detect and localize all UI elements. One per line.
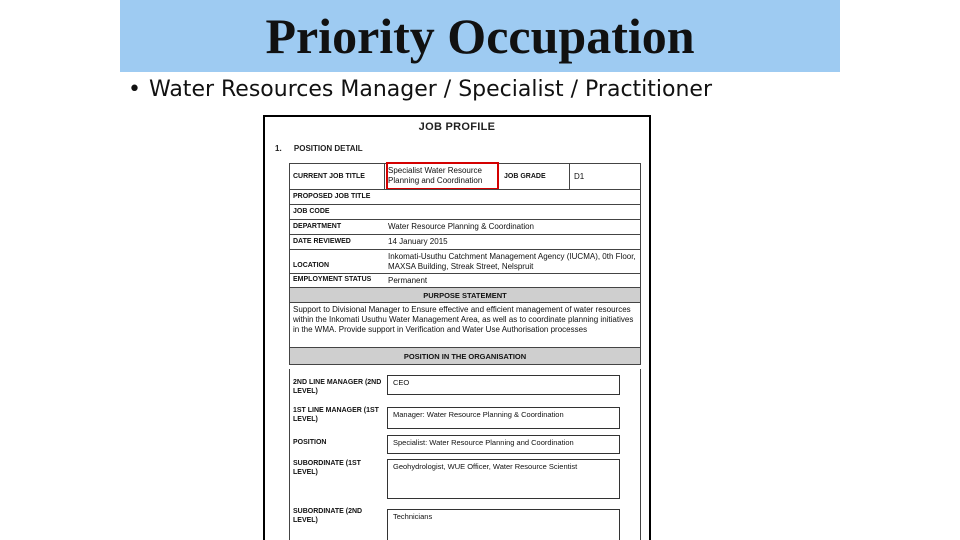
subordinate-1st-box — [387, 459, 620, 499]
section-title: POSITION DETAIL — [293, 144, 363, 153]
purpose-heading: PURPOSE STATEMENT — [423, 291, 507, 300]
job-grade-value: D1 — [574, 172, 585, 181]
row-org-heading — [289, 347, 641, 365]
location-label: LOCATION — [293, 262, 330, 269]
employment-status-value: Permanent — [388, 276, 428, 285]
first-line-manager-value: Manager: Water Resource Planning & Coordination — [393, 410, 564, 419]
job-grade-label: JOB GRADE — [504, 173, 546, 180]
proposed-job-title-label: PROPOSED JOB TITLE — [293, 193, 371, 200]
row-job-code — [289, 204, 641, 219]
job-profile-document — [263, 115, 651, 540]
current-job-title-value: Specialist Water Resource Planning and Coordination — [388, 166, 483, 185]
position-box — [387, 435, 620, 454]
bullet-dot-icon: • — [128, 77, 141, 102]
second-line-manager-value: CEO — [393, 378, 410, 387]
org-heading: POSITION IN THE ORGANISATION — [403, 352, 527, 361]
date-reviewed-value: 14 January 2015 — [388, 237, 448, 246]
department-label: DEPARTMENT — [293, 223, 342, 230]
department-value: Water Resource Planning & Coordination — [388, 222, 535, 231]
second-line-manager-label: 2ND LINE MANAGER (2ND LEVEL) — [293, 379, 382, 395]
employment-status-label: EMPLOYMENT STATUS — [293, 276, 372, 283]
first-line-manager-box — [387, 407, 620, 429]
row-purpose-text — [289, 302, 641, 347]
subordinate-1st-value: Geohydrologist, WUE Officer, Water Resource Scientist — [393, 462, 578, 471]
row-date-reviewed — [289, 234, 641, 249]
row-proposed-job-title — [289, 189, 641, 204]
subordinate-1st-label: SUBORDINATE (1ST LEVEL) — [293, 460, 361, 476]
section-number: 1. — [275, 144, 282, 153]
row-employment-status — [289, 273, 641, 287]
organisation-block — [289, 369, 641, 540]
subordinate-2nd-label: SUBORDINATE (2ND LEVEL) — [293, 508, 363, 524]
bullet-item — [128, 74, 712, 106]
second-line-manager-box — [387, 375, 620, 395]
job-code-label: JOB CODE — [293, 208, 330, 215]
subordinate-2nd-value: Technicians — [393, 512, 433, 521]
location-value: Inkomati-Usuthu Catchment Management Agency (IUCMA), 0th Floor, MAXSA Building, Streak Street, Nelspruit — [388, 252, 636, 271]
current-job-title-label: CURRENT JOB TITLE — [293, 173, 365, 180]
date-reviewed-label: DATE REVIEWED — [293, 238, 351, 245]
position-label: POSITION — [293, 439, 327, 446]
bullet-text: Water Resources Manager / Specialist / Practitioner — [148, 77, 713, 102]
position-value: Specialist: Water Resource Planning and Coordination — [393, 438, 574, 447]
title-bar — [120, 0, 840, 72]
row-purpose-heading — [289, 287, 641, 302]
row-department — [289, 219, 641, 234]
slide-title: Priority Occupation — [265, 8, 695, 64]
job-profile-heading: JOB PROFILE — [418, 121, 496, 133]
section-heading — [275, 144, 363, 153]
purpose-text: Support to Divisional Manager to Ensure effective and efficient management of water resources within the Inkomati Usuthu Water Management Area, as well as to coordinate planning initiatives in the WMA. Provide support in Verification and Water Use Authorisation processes — [293, 305, 634, 334]
highlight-box — [386, 162, 499, 190]
subordinate-2nd-box — [387, 509, 620, 540]
first-line-manager-label: 1ST LINE MANAGER (1ST LEVEL) — [293, 407, 379, 423]
row-location — [289, 249, 641, 273]
